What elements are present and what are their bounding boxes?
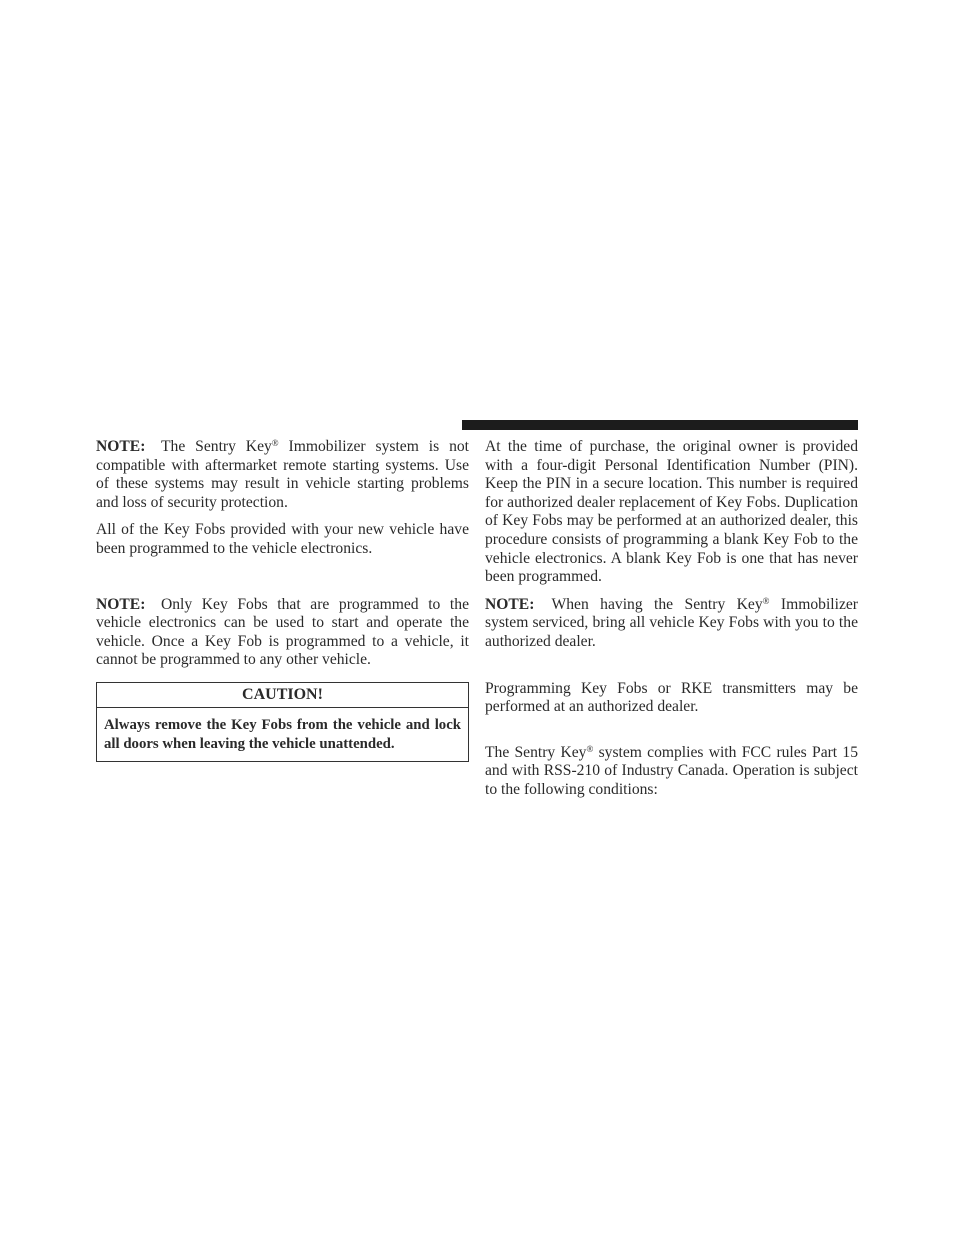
note-immobilizer-compatibility	[96, 438, 469, 512]
note-programmed-key-fobs	[96, 596, 469, 670]
caution-box	[96, 682, 469, 762]
paragraph-key-fobs-programmed: All of the Key Fobs provided with your new vehicle have been programmed to the vehicle electronics.	[96, 521, 469, 557]
paragraph-programming-dealer: Programming Key Fobs or RKE transmitters may be performed at an authorized dealer.	[485, 679, 858, 716]
caution-body: Always remove the Key Fobs from the vehicle and lock all doors when leaving the vehicle unattended.	[104, 716, 461, 752]
registered-mark: ®	[586, 743, 594, 754]
note-label: NOTE:	[96, 595, 146, 613]
registered-mark: ®	[271, 438, 279, 448]
registered-mark: ®	[762, 595, 770, 606]
note-text: Only Key Fobs that are programmed to the vehicle electronics can be used to start and operate the vehicle. Once a Key Fob is programmed to a vehicle, it cannot be programmed to any other vehicle.	[96, 595, 469, 669]
paragraph-pin-information: At the time of purchase, the original owner is provided with a four-digit Personal Identification Number (PIN). Keep the PIN in a secure location. This number is required for authorized dealer replacement of Key Fobs. Duplication of Key Fobs may be performed at an authorized dealer, this procedure consists of programming a blank Key Fob to the vehicle electronics. A blank Key Fob is one that has never been programmed.	[485, 438, 858, 586]
note-label: NOTE:	[485, 595, 535, 613]
fcc-text-post: system complies with FCC rules Part 15 and with RSS-210 of Industry Canada. Operation is subject to the following conditions:	[485, 743, 858, 798]
note-text-post: Immobilizer system serviced, bring all vehicle Key Fobs with you to the authorized dealer.	[485, 595, 858, 650]
left-column	[96, 438, 469, 762]
note-text-post: Immobilizer system is not compatible with aftermarket remote starting systems. Use of these systems may result in vehicle starting problems and loss of security protection.	[96, 438, 470, 511]
paragraph-fcc-compliance	[485, 744, 858, 800]
note-text-pre: The Sentry Key	[161, 438, 272, 455]
note-immobilizer-service	[485, 596, 858, 652]
caution-title: CAUTION!	[97, 683, 468, 708]
right-column	[485, 438, 858, 800]
fcc-text-pre: The Sentry Key	[485, 743, 587, 761]
note-text-pre: When having the Sentry Key	[551, 595, 763, 613]
section-header-bar	[462, 420, 858, 430]
note-label: NOTE:	[96, 438, 146, 455]
